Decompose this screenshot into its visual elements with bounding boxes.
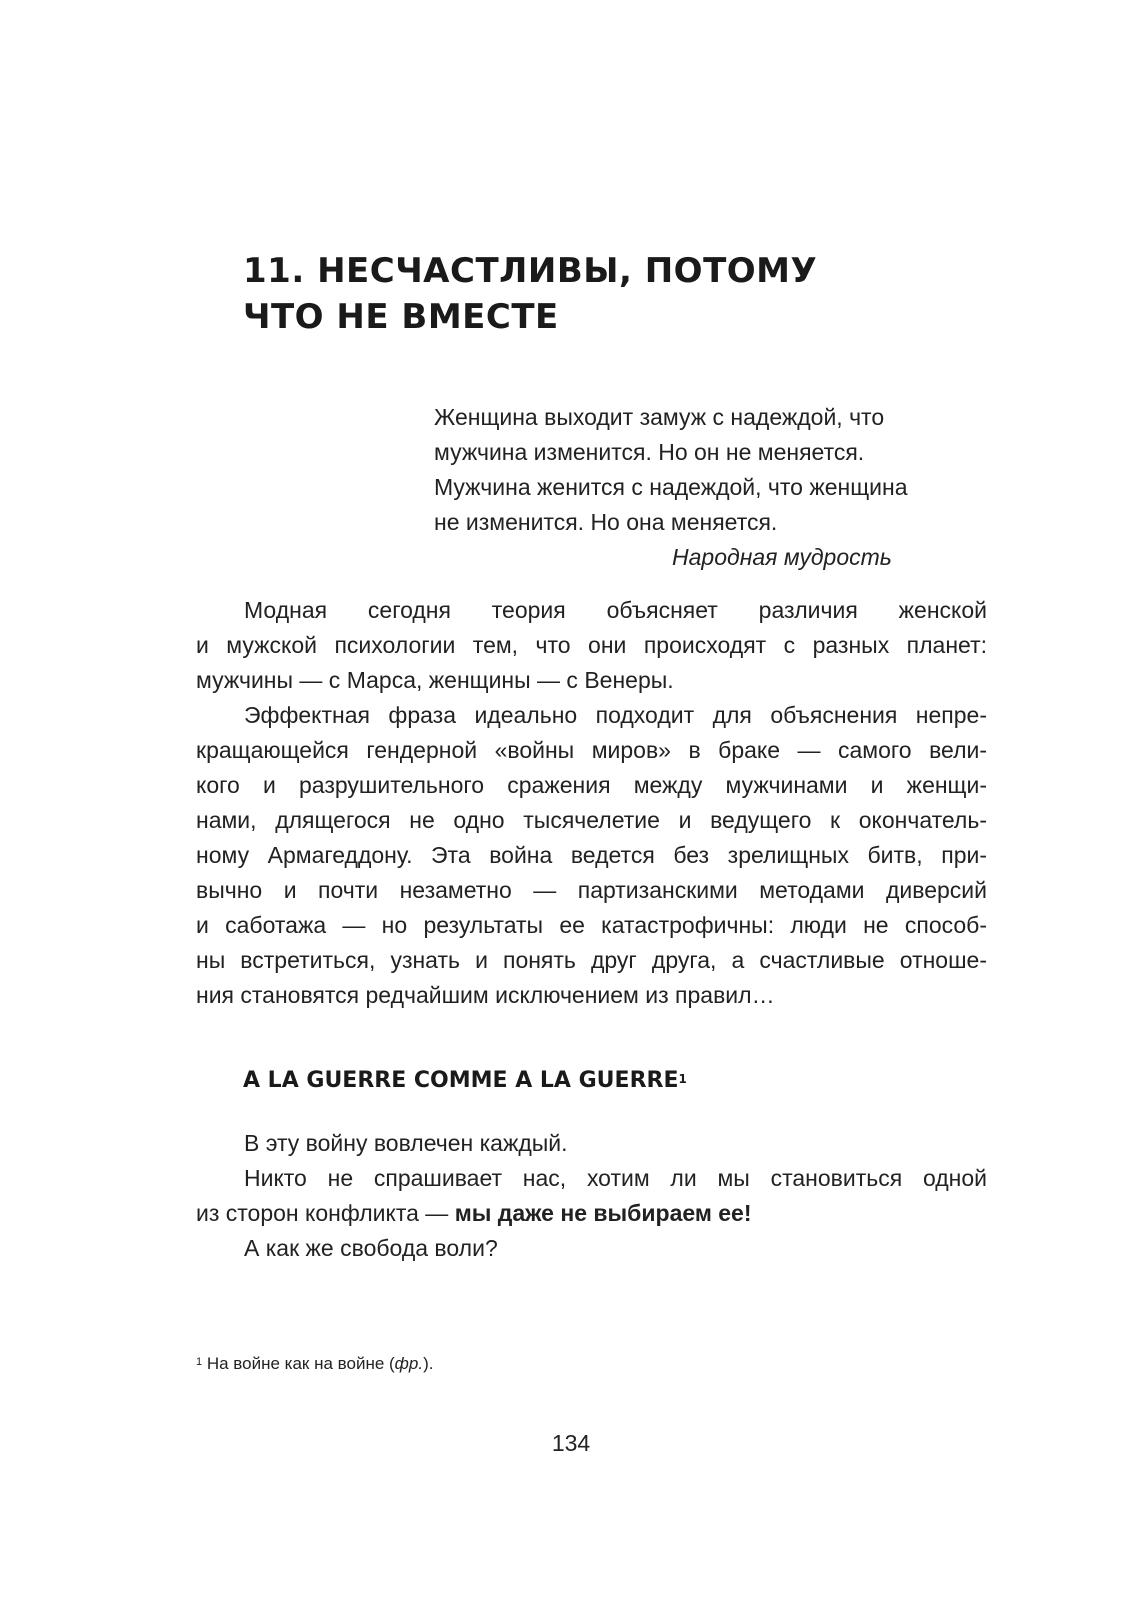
body-paragraph-3	[196, 1126, 987, 1161]
text-line: Эффектная фраза идеально подходит для объяснения непре-	[244, 702, 987, 728]
epigraph-line: не изменится. Но она меняется.	[434, 509, 778, 535]
text-line: ны встретиться, узнать и понять друг друга, а счастливые отноше-	[196, 947, 987, 973]
footnote-reference[interactable]: 1	[678, 1072, 687, 1086]
body-paragraph-4	[196, 1161, 987, 1231]
body-paragraph-5	[196, 1231, 987, 1266]
body-paragraph-1	[196, 593, 987, 698]
text-segment: из сторон конфликта —	[196, 1200, 455, 1226]
epigraph-line: Женщина выходит замуж с надеждой, что	[434, 404, 885, 430]
footnote-italic: фр.	[394, 1354, 424, 1373]
text-line	[196, 1196, 987, 1231]
text-line: ному Армагеддону. Эта война ведется без зрелищных битв, при-	[196, 842, 987, 868]
text-line: нами, длящегося не одно тысячелетие и ведущего к окончатель-	[196, 807, 987, 833]
section-heading	[243, 1064, 687, 1098]
text-line: В эту войну вовлечен каждый.	[244, 1130, 568, 1156]
footnote-text: На войне как на войне (	[202, 1354, 395, 1373]
text-line: вычно и почти незаметно — партизанскими методами диверсий	[196, 877, 987, 903]
text-line: Никто не спрашивает нас, хотим ли мы становиться одной	[244, 1165, 987, 1191]
text-line: и саботажа — но результаты ее катастрофичны: люди не способ-	[196, 912, 987, 938]
chapter-title-line-1: 11. НЕСЧАСТЛИВЫ, ПОТОМУ	[243, 251, 818, 291]
text-line: кращающейся гендерной «войны миров» в браке — самого вели-	[196, 737, 987, 763]
epigraph-line: Мужчина женится с надеждой, что женщина	[434, 474, 908, 500]
footnote-text-end: ).	[423, 1354, 434, 1373]
emphasized-text: мы даже не выбираем ее!	[454, 1200, 752, 1226]
chapter-title	[243, 248, 1003, 340]
text-line: кого и разрушительного сражения между мужчинами и женщи-	[196, 772, 987, 798]
text-line: и мужской психологии тем, что они происходят с разных планет:	[196, 632, 987, 658]
section-heading-text: A LA GUERRE COMME A LA GUERRE	[243, 1068, 679, 1093]
chapter-title-line-2: ЧТО НЕ ВМЕСТЕ	[243, 297, 559, 337]
text-line: ния становятся редчайшим исключением из правил…	[196, 982, 775, 1008]
text-line: А как же свобода воли?	[244, 1235, 498, 1261]
body-paragraph-2	[196, 698, 987, 1013]
text-line: мужчины — с Марса, женщины — с Венеры.	[196, 667, 674, 693]
epigraph-attribution: Народная мудрость	[672, 544, 892, 570]
footnote	[196, 1351, 433, 1377]
page-number: 134	[551, 1430, 591, 1456]
text-line: Модная сегодня теория объясняет различия женской	[244, 597, 987, 623]
epigraph	[434, 400, 994, 575]
footnote-marker: 1	[196, 1356, 203, 1368]
epigraph-line: мужчина изменится. Но он не меняется.	[434, 439, 865, 465]
